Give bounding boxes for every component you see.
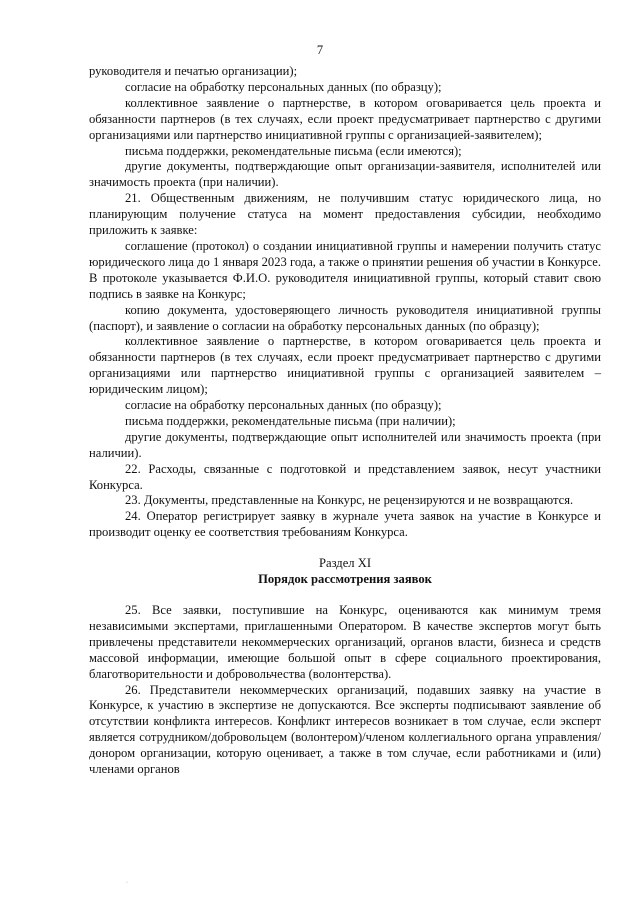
- paragraph: 21. Общественным движениям, не получившим статус юридического лица, но планирующим получение статуса на момент предоставления субсидии, необходимо приложить к заявке:: [89, 191, 601, 238]
- paragraph: коллективное заявление о партнерстве, в котором оговаривается цель проекта и обязанности партнеров (в тех случаях, если проект предусматривает партнерство с другими организациями или партнерство инициативной группы с организацией-заявителем);: [89, 95, 601, 142]
- paragraph: 22. Расходы, связанные с подготовкой и представлением заявок, несут участники Конкурса.: [89, 461, 601, 492]
- page-number: 7: [316, 43, 324, 57]
- section-title: Порядок рассмотрения заявок: [258, 572, 432, 587]
- paragraph: согласие на обработку персональных данных (по образцу);: [125, 79, 442, 94]
- paragraph: письма поддержки, рекомендательные письма (если имеются);: [125, 143, 462, 158]
- paragraph: соглашение (протокол) о создании инициативной группы и намерении получить статус юридического лица до 1 января 2023 года, а также о принятии решения об участии в Конкурсе. В протоколе указывается Ф.И.О. руководителя инициативной группы, который ставит свою подпись в заявке на Конкурс;: [89, 238, 601, 301]
- paragraph: 23. Документы, представленные на Конкурс, не рецензируются и не возвращаются.: [125, 493, 574, 508]
- paragraph: другие документы, подтверждающие опыт организации-заявителя, исполнителей или значимость проекта (при наличии).: [89, 159, 601, 190]
- paragraph: коллективное заявление о партнерстве, в котором оговаривается цель проекта и обязанности партнеров (в тех случаях, если проект предусматривает партнерство с другими организациями или партнерство инициативной группы с организацией заявителем – юридическим лицом);: [89, 334, 601, 397]
- scan-mark: ·: [126, 880, 128, 886]
- paragraph: копию документа, удостоверяющего личность руководителя инициативной группы (паспорт), и заявление о согласии на обработку персональных данных (по образцу);: [89, 302, 601, 333]
- paragraph: 24. Оператор регистрирует заявку в журнале учета заявок на участие в Конкурсе и производит оценку ее соответствия требованиям Конкурса.: [89, 509, 601, 540]
- paragraph: согласие на обработку персональных данных (по образцу);: [125, 398, 442, 413]
- paragraph: 25. Все заявки, поступившие на Конкурс, оцениваются как минимум тремя независимыми экспертами, приглашенными Оператором. В качестве экспертов могут быть привлечены представители некоммерческих организаций, органов власти, бизнеса и средств массовой информации, имеющие большой опыт в сфере социального проектирования, благотворительности и добровольчества (волонтерства).: [89, 603, 601, 681]
- paragraph: другие документы, подтверждающие опыт исполнителей или значимость проекта (при наличии).: [89, 429, 601, 460]
- document-body: [89, 64, 601, 778]
- section-label: Раздел XI: [318, 556, 372, 571]
- paragraph: письма поддержки, рекомендательные письма (при наличии);: [125, 413, 456, 428]
- paragraph: руководителя и печатью организации);: [89, 64, 298, 78]
- paragraph: 26. Представители некоммерческих организаций, подавших заявку на участие в Конкурсе, к участию в экспертизе не допускаются. Все эксперты подписывают заявление об отсутствии конфликта интересов. Конфликт интересов возникает в том случае, если эксперт является сотрудником/добровольцем (волонтером)/членом коллегиального органа управления/донором организации, которую оценивает, а также в том случае, если работниками и (или) членами органов: [89, 682, 601, 777]
